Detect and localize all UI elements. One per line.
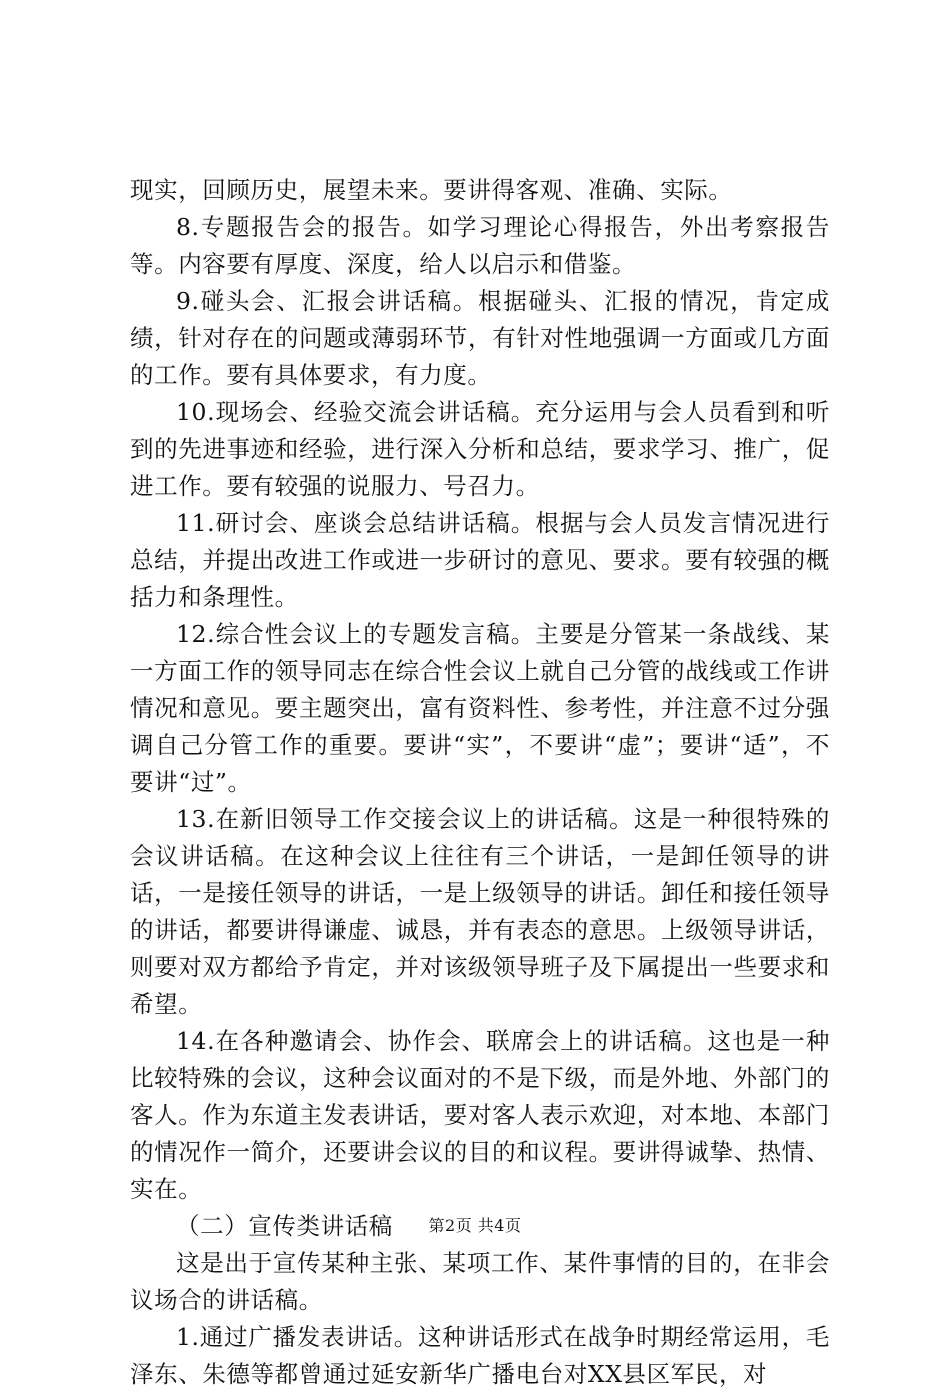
paragraph-section-intro: 这是出于宣传某种主张、某项工作、某件事情的目的，在非会议场合的讲话稿。 (130, 1249, 830, 1314)
paragraph-item-10: 10.现场会、经验交流会讲话稿。充分运用与会人员看到和听到的先进事迹和经验，进行深入分析和总结，要求学习、推广，促进工作。要有较强的说服力、号召力。 (130, 398, 830, 500)
paragraph-item-12: 12.综合性会议上的专题发言稿。主要是分管某一条战线、某一方面工作的领导同志在综合性会议上就自己分管的战线或工作讲情况和意见。要主题突出，富有资料性、参考性，并注意不过分强调自己分管工作的重要。要讲“实”，不要讲“虚”；要讲“适”，不要讲“过”。 (130, 620, 830, 796)
paragraph-item-14: 14.在各种邀请会、协作会、联席会上的讲话稿。这也是一种比较特殊的会议，这种会议面对的不是下级，而是外地、外部门的客人。作为东道主发表讲话，要对客人表示欢迎，对本地、本部门的情况作一简介，还要讲会议的目的和议程。要讲得诚挚、热情、实在。 (130, 1027, 830, 1203)
paragraph-item-1: 1.通过广播发表讲话。这种讲话形式在战争时期经常运用，毛泽东、朱德等都曾通过延安新华广播电台对XX县区军民，对 (130, 1323, 830, 1388)
paragraph-item-8: 8.专题报告会的报告。如学习理论心得报告，外出考察报告等。内容要有厚度、深度，给人以启示和借鉴。 (130, 213, 830, 278)
document-body (130, 172, 830, 1393)
section-heading: （二）宣传类讲话稿 (176, 1212, 393, 1240)
paragraph-item-13: 13.在新旧领导工作交接会议上的讲话稿。这是一种很特殊的会议讲话稿。在这种会议上往往有三个讲话，一是卸任领导的讲话，一是接任领导的讲话，一是上级领导的讲话。卸任和接任领导的讲话，都要讲得谦虚、诚恳，并有表态的意思。上级领导讲话，则要对双方都给予肯定，并对该级领导班子及下属提出一些要求和希望。 (130, 805, 830, 1018)
paragraph-item-9: 9.碰头会、汇报会讲话稿。根据碰头、汇报的情况，肯定成绩，针对存在的问题或薄弱环节，有针对性地强调一方面或几方面的工作。要有具体要求，有力度。 (130, 287, 830, 389)
paragraph-continuation: 现实，回顾历史，展望未来。要讲得客观、准确、实际。 (130, 176, 733, 204)
page-number-footer: 第2页 共4页 (428, 1216, 522, 1235)
paragraph-item-11: 11.研讨会、座谈会总结讲话稿。根据与会人员发言情况进行总结，并提出改进工作或进一步研讨的意见、要求。要有较强的概括力和条理性。 (130, 509, 830, 611)
